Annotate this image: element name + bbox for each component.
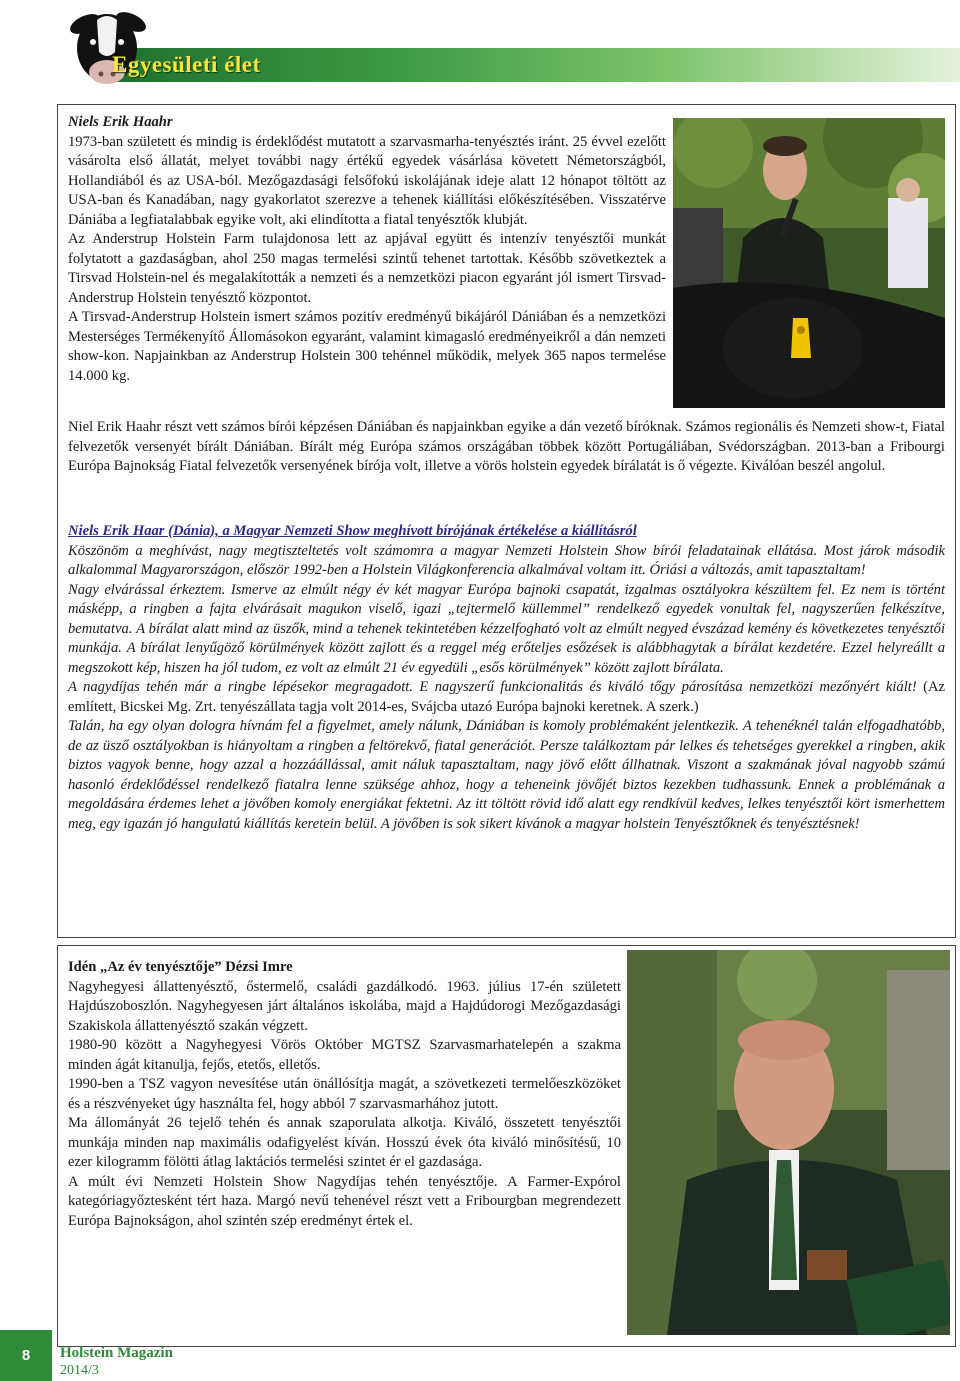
evaluation-italic-text: A nagydíjas tehén már a ringbe lépésekor megragadott. E nagyszerű funkcionalitás és kiváló tőgy párosítása nemzetközi mezőnyért kiált! (68, 679, 917, 695)
issue-number: 2014/3 (60, 1363, 99, 1378)
breeder-heading: Idén „Az év tenyésztője” Dézsi Imre (68, 959, 293, 975)
judge-bio-column (68, 113, 666, 386)
breeder-paragraph: Nagyhegyesi állattenyésztő, őstermelő, családi gazdálkodó. 1963. július 17-én született Hajdúszoboszlón. Nagyhegyesen járt általános iskolába, majd a Hajdúdorogi Mezőgazdasági Szakiskola állattenyésztő szakán végzett. (68, 978, 621, 1034)
breeder-paragraph: Ma állományát 26 tejelő tehén és annak szaporulata alkotja. Kiváló, összetett tenyésztői munkája minden nap maximális odafigyelést kíván. Hosszú évek óta kiváló minősítésű, 10 ezer kilogramm fölötti átlag laktációs termelési szintet ér el gazdasága. (68, 1115, 621, 1170)
breeder-paragraph: 1990-ben a TSZ vagyon nevesítése után önállósítja magát, a szövetkezeti termelőeszközöket és a részvényeket úgy használta fel, hogy abból 7 szarvasmarhához jutott. (68, 1076, 621, 1112)
evaluation-heading: Niels Erik Haar (Dánia), a Magyar Nemzeti Show meghívott bírójának értékelése a kiállításról (68, 523, 637, 539)
evaluation-paragraph (68, 678, 945, 717)
judge-photo (673, 118, 945, 408)
judge-bio-paragraph: A Tirsvad-Anderstrup Holstein ismert számos pozitív eredményű bikájáról Dániában és a nemzetközi Mesterséges Termékenyítő Állomásokon egyaránt, valamint kimagasló eredményeikről a dán nemzeti show-kon. Napjainkban az Anderstrup Holstein 300 tehénnel működik, melyek 365 napos termelése 14.000 kg. (68, 309, 666, 384)
section-title: Egyesületi élet (112, 52, 261, 77)
judge-bio-paragraph: Az Anderstrup Holstein Farm tulajdonosa lett az apjával együtt és intenzív tenyésztői munkát folytatott a gazdaságban, ahol 250 magas termelési szintű tehenet tartottak. Később szövetkeztek a Tirsvad Holstein-nel és megalakították a nemzeti és a nemzetközi piacon egyaránt jól ismert Tirsvad-Anderstrup Holstein tenyésztő központot. (68, 231, 666, 306)
judge-name-heading: Niels Erik Haahr (68, 114, 173, 130)
page-header (0, 0, 960, 95)
judge-evaluation (68, 522, 945, 834)
evaluation-paragraph: Nagy elvárással érkeztem. Ismerve az elmúlt négy év két magyar Európa bajnoki csapatát, izgalmas osztályokra készültem fel. Ez nem is történt másképp, a ringben a fajta elvárásait magukon viselő, igazi „tejtermelő küllemmel” rendelkező egyedek vonultak fel, nagyszerűen felkészítve, bemutatva. A bírálat alatt mind az üszők, mind a tehenek tekintetében kézzelfogható volt az elmúlt negyed évszázad kemény és következetes tenyésztői munkája. A bírálat lenyűgöző körülmények között zajlott és a reggel még erőteljes esőzések is alábbhagytak a bírálat kezdetére. Ezzel helyreállt a megszokott kép, hiszen ha jól tudom, ez volt az elmúlt 21 év egyedüli „esős körülmények” között zajlott bírálata. (68, 581, 945, 676)
magazine-name: Holstein Magazin (60, 1345, 173, 1361)
judge-bio-paragraph: 1973-ban született és mindig is érdeklődést mutatott a szarvasmarha-tenyésztés iránt. 25 évvel ezelőtt vásárolta első állatát, melyet további nagy értékű egyedek vásárlása követett Németországból, Hollandiából és az USA-ból. Mezőgazdasági felsőfokú iskolájának ideje alatt 12 hónapot töltött az USA-ban és Kanadában, nagy gyakorlatot szerezve a tehenek kiállítási előkészítésében. Visszatérve Dániába a legfiatalabbak egyike volt, aki elindította a fiatal tenyésztők klubját. (68, 133, 666, 228)
breeder-bio-column (68, 958, 621, 1231)
page-number: 8 (0, 1330, 52, 1381)
judge-bio-paragraph: Niel Erik Haahr részt vett számos bírói képzésen Dániában és napjainkban egyike a dán vezető bíróknak. Számos regionális és Nemzeti show-t, Fiatal felvezetők versenyét bírált Dániában. Bírált még Európa számos országában többek között Portugáliában, Svédországban. 2013-ban a Fribourgi Európa Bajnokság Fiatal felvezetők versenyének bírója volt, illetve a vörös holstein egyedek bírálatát is ő végezte. Kiválóan beszél angolul. (68, 419, 945, 474)
breeder-photo (627, 950, 950, 1335)
evaluation-paragraph: Köszönöm a meghívást, nagy megtiszteltetés volt számomra a magyar Nemzeti Holstein Show bírói feladatainak ellátása. Most járok második alkalommal Magyarországon, először 1992-ben a Holstein Világkonferencia alkalmával voltam itt. Óriási a változás, amit tapasztaltam! (68, 542, 945, 578)
breeder-paragraph: A múlt évi Nemzeti Holstein Show Nagydíjas tehén tenyésztője. A Farmer-Expórol kategóriagyőztesként tért haza. Margó nevű tehenével részt vett a Fribourgban megrendezett Európa Bajnokságon, ahol szintén szép eredményt értek el. (68, 1173, 621, 1229)
editor-note: (Az említett, Bicskei Mg. Zrt. tenyészállata tagja volt 2014-es, Svájcba utazó Európa bajnoki keretnek. A szerk.) (68, 679, 945, 715)
judge-bio-full-width (68, 418, 945, 477)
evaluation-paragraph: Talán, ha egy olyan dologra hívnám fel a figyelmet, amely nálunk, Dániában is komoly problémaként jelentkezik. A tehenéknél talán elfogadhatóbb, de az üsző osztályokban is hiányoltam a ringben a feltörekvő, fiatal generációt. Persze találkoztam pár lelkes és tehetséges gyerekkel a ringben, akik biztos vagyok benne, hogy azzal a hozzáállással, amit náluk tapasztaltam, nagy jövő előtt állhatnak. Viszont a szakmának jóval nagyobb számú hasonló érdeklődéssel rendelkező fiatalra lenne szüksége ahhoz, hogy a teheneink jövőjét biztos kezekben tudhassunk. Ennek a problémának a megoldására érdemes lehet a jövőben komoly energiákat fektetni. Az itt töltött rövid idő alatt egy rendkívül kedves, lelkes tenyésztői kört ismerhettem meg, egy igazán jó hangulatú kiállítás keretein belül. A jövőben is sok sikert kívánok a magyar holstein Tenyésztőknek és tenyésztésnek! (68, 718, 945, 832)
breeder-paragraph: 1980-90 között a Nagyhegyesi Vörös Október MGTSZ Szarvasmarhatelepén a szakma minden ágát kitanulja, fejős, etetős, elletős. (68, 1037, 621, 1073)
